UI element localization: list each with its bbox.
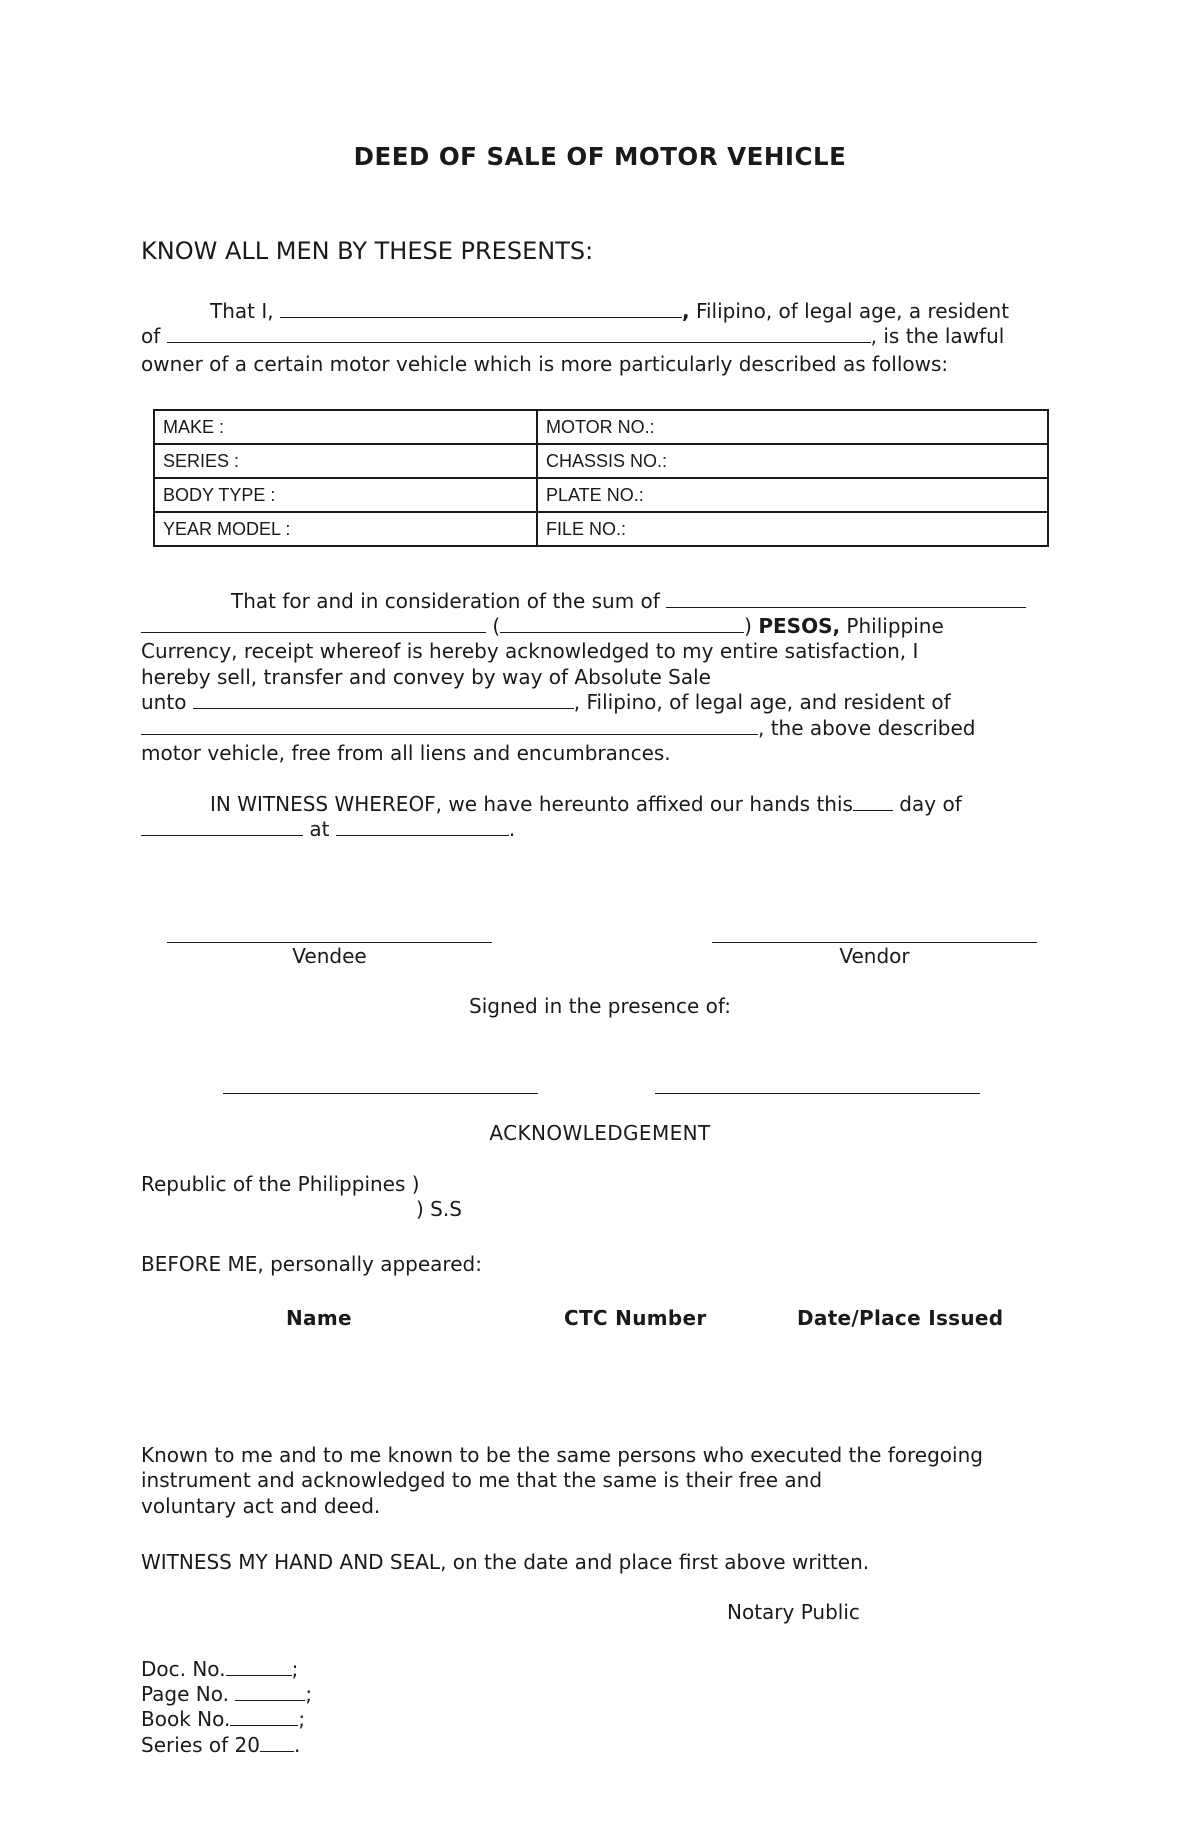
consideration-line-1 (231, 589, 1026, 615)
consideration-sum-text: That for and in consideration of the sum of (231, 589, 667, 613)
column-header-date-place: Date/Place Issued (797, 1306, 1004, 1330)
plate-no-cell[interactable]: PLATE NO.: (537, 478, 1048, 512)
sum-words-blank-2[interactable] (141, 614, 486, 633)
doc-no-line: Doc. No. ; (141, 1657, 299, 1681)
intro-of: of (141, 324, 167, 348)
year-model-cell[interactable]: YEAR MODEL : (154, 512, 537, 546)
motor-no-cell[interactable]: MOTOR NO.: (537, 410, 1048, 444)
chassis-no-cell[interactable]: CHASSIS NO.: (537, 444, 1048, 478)
witness-line-1: IN WITNESS WHEREOF, we have hereunto affixed our hands this day of (210, 792, 962, 816)
consideration-line-6: , the above described (141, 716, 975, 742)
page-no-line: Page No. ; (141, 1682, 313, 1706)
vendee-signature-line[interactable] (167, 942, 492, 943)
known-line-2: instrument and acknowledged to me that the same is their free and (141, 1468, 823, 1492)
intro-filipino-text: Filipino, of legal age, a resident (695, 299, 1010, 323)
consideration-line-2: ( ) PESOS, Philippine (141, 614, 944, 640)
book-no-line: Book No. ; (141, 1707, 306, 1731)
doc-no-blank[interactable] (226, 1657, 292, 1676)
intro-that-i: That I, (210, 299, 280, 323)
day-blank[interactable] (853, 792, 893, 811)
make-cell[interactable]: MAKE : (154, 410, 537, 444)
know-all-men-heading: KNOW ALL MEN BY THESE PRESENTS: (141, 237, 594, 265)
consideration-line-4: hereby sell, transfer and convey by way of Absolute Sale (141, 665, 711, 689)
witness-line-2: at . (141, 817, 515, 843)
intro-line-2 (141, 324, 1004, 350)
notary-public-label: Notary Public (727, 1600, 860, 1624)
file-no-cell[interactable]: FILE NO.: (537, 512, 1048, 546)
sum-words-blank[interactable] (666, 589, 1026, 608)
place-blank[interactable] (336, 817, 509, 836)
intro-lawful-text: , is the lawful (870, 324, 1005, 348)
vendor-signature-line[interactable] (712, 942, 1037, 943)
series-blank[interactable] (260, 1733, 294, 1752)
body-type-cell[interactable]: BODY TYPE : (154, 478, 537, 512)
vehicle-details-table (153, 409, 1049, 547)
series-line: Series of 20 . (141, 1733, 301, 1757)
vendor-label: Vendor (839, 944, 910, 968)
witness-seal-line: WITNESS MY HAND AND SEAL, on the date and place first above written. (141, 1550, 870, 1574)
intro-line-3: owner of a certain motor vehicle which is more particularly described as follows: (141, 352, 949, 376)
page-no-blank[interactable] (235, 1682, 305, 1701)
sum-figures-blank[interactable] (500, 614, 744, 633)
known-line-3: voluntary act and deed. (141, 1494, 381, 1518)
month-year-blank[interactable] (141, 817, 303, 836)
seller-address-blank[interactable] (167, 324, 871, 343)
republic-line: Republic of the Philippines ) (141, 1172, 420, 1196)
table-row (154, 444, 1048, 478)
acknowledgement-heading: ACKNOWLEDGEMENT (489, 1121, 711, 1145)
column-header-name: Name (286, 1306, 352, 1330)
consideration-line-3: Currency, receipt whereof is hereby acknowledged to my entire satisfaction, I (141, 639, 919, 663)
intro-line-1: That I, , Filipino, of legal age, a resident (210, 299, 1010, 323)
series-cell[interactable]: SERIES : (154, 444, 537, 478)
buyer-address-blank[interactable] (141, 716, 758, 735)
document-title: DEED OF SALE OF MOTOR VEHICLE (353, 142, 847, 171)
table-row (154, 512, 1048, 546)
table-row (154, 410, 1048, 444)
book-no-blank[interactable] (230, 1707, 298, 1726)
witness-1-signature-line[interactable] (223, 1093, 538, 1094)
seller-name-blank[interactable] (280, 299, 682, 318)
consideration-line-5: unto , Filipino, of legal age, and resident of (141, 690, 951, 714)
before-me-line: BEFORE ME, personally appeared: (141, 1252, 482, 1276)
pesos-label: PESOS, (758, 614, 841, 638)
buyer-name-blank[interactable] (193, 690, 574, 709)
witness-2-signature-line[interactable] (655, 1093, 980, 1094)
consideration-line-7: motor vehicle, free from all liens and encumbrances. (141, 741, 671, 765)
table-row (154, 478, 1048, 512)
ss-line: ) S.S (416, 1197, 462, 1221)
vendee-label: Vendee (292, 944, 367, 968)
signed-in-presence: Signed in the presence of: (469, 994, 731, 1018)
column-header-ctc-number: CTC Number (564, 1306, 707, 1330)
known-line-1: Known to me and to me known to be the same persons who executed the foregoing (141, 1443, 983, 1467)
